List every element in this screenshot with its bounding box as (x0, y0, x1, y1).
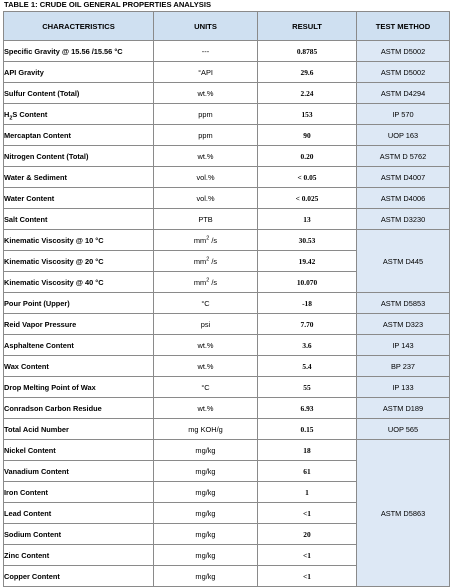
result-cell: 5.4 (258, 356, 357, 377)
method-cell: ASTM D5853 (357, 293, 450, 314)
unit-cell: mg/kg (154, 461, 258, 482)
result-cell: 10.070 (258, 272, 357, 293)
method-cell: ASTM D4007 (357, 167, 450, 188)
unit-cell: ppm (154, 104, 258, 125)
unit-cell: wt.% (154, 356, 258, 377)
characteristic-cell (4, 104, 154, 125)
h2s-suffix: S Content (12, 109, 48, 119)
characteristic-cell: Nitrogen Content (Total) (4, 146, 154, 167)
unit-base: mm (193, 235, 207, 245)
characteristic-cell: API Gravity (4, 62, 154, 83)
result-cell: 3.6 (258, 335, 357, 356)
unit-cell: ppm (154, 125, 258, 146)
characteristic-cell: Reid Vapor Pressure (4, 314, 154, 335)
result-cell: 30.53 (258, 230, 357, 251)
table-row (4, 293, 450, 314)
unit-cell (154, 251, 258, 272)
unit-cell (154, 230, 258, 251)
characteristic-cell: Nickel Content (4, 440, 154, 461)
characteristic-cell: Iron Content (4, 482, 154, 503)
method-cell: ASTM D323 (357, 314, 450, 335)
characteristic-cell: Kinematic Viscosity @ 40 °C (4, 272, 154, 293)
unit-cell: --- (154, 41, 258, 62)
result-cell: 20 (258, 524, 357, 545)
method-cell: ASTM D4294 (357, 83, 450, 104)
result-cell: 29.6 (258, 62, 357, 83)
result-cell: 0.20 (258, 146, 357, 167)
result-cell: 55 (258, 377, 357, 398)
table-row (4, 209, 450, 230)
table-row (4, 440, 450, 461)
table-row (4, 335, 450, 356)
unit-cell (154, 272, 258, 293)
unit-cell: wt.% (154, 83, 258, 104)
characteristic-cell: Wax Content (4, 356, 154, 377)
unit-cell: wt.% (154, 146, 258, 167)
table-header-row (4, 12, 450, 41)
unit-cell: mg/kg (154, 503, 258, 524)
characteristic-cell: Total Acid Number (4, 419, 154, 440)
result-cell: < 0.025 (258, 188, 357, 209)
table-row (4, 62, 450, 83)
characteristic-cell: Copper Content (4, 566, 154, 587)
unit-suffix: /s (209, 256, 218, 266)
unit-superscript: 2 (206, 235, 210, 242)
unit-cell: °C (154, 377, 258, 398)
header-units: UNITS (154, 12, 258, 41)
table-row (4, 125, 450, 146)
unit-cell: wt.% (154, 398, 258, 419)
method-cell: IP 570 (357, 104, 450, 125)
result-cell: 2.24 (258, 83, 357, 104)
result-cell: <1 (258, 566, 357, 587)
characteristic-cell: Sulfur Content (Total) (4, 83, 154, 104)
result-cell: -18 (258, 293, 357, 314)
characteristic-cell: Pour Point (Upper) (4, 293, 154, 314)
method-cell: BP 237 (357, 356, 450, 377)
table-row (4, 41, 450, 62)
result-cell: 90 (258, 125, 357, 146)
table-caption: TABLE 1: CRUDE OIL GENERAL PROPERTIES ANALYSIS (4, 0, 212, 9)
unit-cell: mg/kg (154, 440, 258, 461)
characteristic-cell: Sodium Content (4, 524, 154, 545)
unit-suffix: /s (209, 277, 218, 287)
characteristic-cell: Kinematic Viscosity @ 20 °C (4, 251, 154, 272)
characteristic-cell: Lead Content (4, 503, 154, 524)
result-cell: 153 (258, 104, 357, 125)
method-cell: ASTM D 5762 (357, 146, 450, 167)
unit-cell: PTB (154, 209, 258, 230)
result-cell: 0.8785 (258, 41, 357, 62)
table-row (4, 356, 450, 377)
characteristic-cell: Water Content (4, 188, 154, 209)
unit-cell: vol.% (154, 167, 258, 188)
unit-cell: wt.% (154, 335, 258, 356)
table-row (4, 104, 450, 125)
method-cell: UOP 163 (357, 125, 450, 146)
table-row (4, 377, 450, 398)
unit-cell: mg KOH/g (154, 419, 258, 440)
result-cell: 7.70 (258, 314, 357, 335)
characteristic-cell: Specific Gravity @ 15.56 /15.56 °C (4, 41, 154, 62)
unit-superscript: 2 (206, 277, 210, 284)
result-cell: 19.42 (258, 251, 357, 272)
table-row (4, 314, 450, 335)
characteristic-cell: Water & Sediment (4, 167, 154, 188)
characteristic-cell: Conradson Carbon Residue (4, 398, 154, 419)
method-cell: ASTM D445 (357, 230, 450, 293)
method-cell: IP 133 (357, 377, 450, 398)
characteristic-cell: Kinematic Viscosity @ 10 °C (4, 230, 154, 251)
method-cell: UOP 565 (357, 419, 450, 440)
result-cell: 13 (258, 209, 357, 230)
table-row (4, 146, 450, 167)
method-cell: ASTM D5002 (357, 41, 450, 62)
unit-suffix: /s (209, 235, 218, 245)
result-cell: 0.15 (258, 419, 357, 440)
h2s-subscript: 2 (9, 114, 13, 121)
result-cell: 1 (258, 482, 357, 503)
characteristic-cell: Drop Melting Point of Wax (4, 377, 154, 398)
result-cell: 18 (258, 440, 357, 461)
unit-cell: psi (154, 314, 258, 335)
unit-base: mm (193, 256, 207, 266)
header-characteristics: CHARACTERISTICS (4, 12, 154, 41)
characteristic-cell: Asphaltene Content (4, 335, 154, 356)
characteristic-cell: Mercaptan Content (4, 125, 154, 146)
unit-cell: mg/kg (154, 482, 258, 503)
characteristic-cell: Zinc Content (4, 545, 154, 566)
header-result: RESULT (258, 12, 357, 41)
table-row (4, 83, 450, 104)
method-cell: ASTM D3230 (357, 209, 450, 230)
table-row (4, 419, 450, 440)
unit-cell: °API (154, 62, 258, 83)
characteristic-cell: Salt Content (4, 209, 154, 230)
table-row (4, 398, 450, 419)
result-cell: < 0.05 (258, 167, 357, 188)
result-cell: <1 (258, 545, 357, 566)
unit-base: mm (193, 277, 207, 287)
table-row (4, 167, 450, 188)
method-cell: ASTM D5863 (357, 440, 450, 587)
h2s-prefix: H (4, 109, 10, 119)
table-row (4, 230, 450, 251)
method-cell: ASTM D5002 (357, 62, 450, 83)
unit-cell: mg/kg (154, 566, 258, 587)
characteristic-cell: Vanadium Content (4, 461, 154, 482)
method-cell: ASTM D189 (357, 398, 450, 419)
result-cell: <1 (258, 503, 357, 524)
result-cell: 61 (258, 461, 357, 482)
method-cell: ASTM D4006 (357, 188, 450, 209)
table-row (4, 188, 450, 209)
unit-cell: °C (154, 293, 258, 314)
properties-table (3, 11, 450, 587)
unit-cell: mg/kg (154, 524, 258, 545)
result-cell: 6.93 (258, 398, 357, 419)
method-cell: IP 143 (357, 335, 450, 356)
header-test-method: TEST METHOD (357, 12, 450, 41)
unit-cell: vol.% (154, 188, 258, 209)
unit-cell: mg/kg (154, 545, 258, 566)
unit-superscript: 2 (206, 256, 210, 263)
